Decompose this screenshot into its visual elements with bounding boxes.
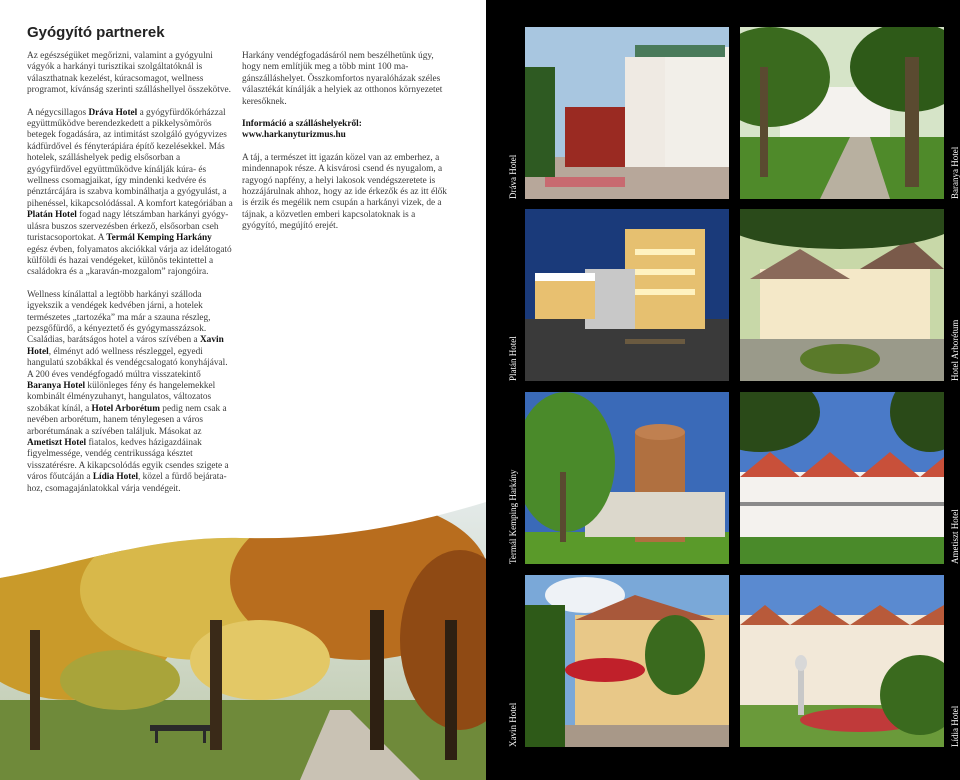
label-drava-hotel: Dráva Hotel (508, 154, 518, 199)
info-block (242, 119, 449, 142)
hotel-name-lidia: Lídia Hotel (92, 472, 139, 483)
label-lidia-hotel: Lídia Hotel (950, 705, 960, 747)
hotel-name-kemping: Termál Kemping Harkány (106, 233, 212, 244)
text-column-right (242, 51, 449, 244)
photo-termal-kemping-harkany (525, 392, 729, 564)
text: fiatalos, kedves házigazdáinak figyelmessége, vendég centrikussága késztet visszatérésre. A kikapcsolódás egyik csendes szigete a város főutcáján a (27, 438, 229, 483)
hotel-name-arboretum: Hotel Arborétum (91, 403, 160, 414)
paragraph-wellness (27, 290, 234, 495)
hotel-name-baranya: Baranya Hotel (27, 380, 86, 391)
photo-hotel-arboretum (740, 209, 944, 381)
label-platan-hotel: Platán Hotel (508, 336, 518, 381)
photo-lidia-hotel (740, 575, 944, 747)
right-page-photo-grid (486, 0, 960, 780)
paragraph-hotels (27, 108, 234, 279)
hotel-name-ametiszt: Ametiszt Hotel (27, 438, 87, 448)
text: különleges fény és hangelemekkel kombinált élményzuhanyt, hangulatos, változatos szobákat kínál, a (27, 380, 216, 414)
photo-platan-hotel (525, 209, 729, 381)
label-baranya-hotel: Baranya Hotel (950, 146, 960, 199)
hotel-name-drava: Dráva Hotel (88, 107, 138, 118)
hotel-name-xavin: Xavin Hotel (27, 335, 224, 357)
paragraph-nature: A táj, a természet itt igazán közel van az emberhez, a mindennapok része. A kisvárosi csend és nyugalom, a ragyogó napfény, a helyi lakosok vendégszeretete is hozzájárulnak ahhoz, hogy az ide érkezők és az itt élők is érzik és megélik nem csupán a harkányi vizek, de a tájnak, a közvetlen emberi kapcsolatoknak is a gyógyító, megújító erejét. (242, 152, 447, 232)
page-title: Gyógyító partnerek (27, 24, 165, 41)
label-termal-kemping-harkany: Termál Kemping Harkány (508, 469, 518, 564)
autumn-park-photo (0, 470, 486, 780)
photo-baranya-hotel (740, 27, 944, 199)
info-heading: Információ a szálláshelyekről: (242, 119, 362, 130)
label-xavin-hotel: Xavin Hotel (508, 702, 518, 747)
label-hotel-arboretum: Hotel Arborétum (950, 319, 960, 381)
photo-drava-hotel (525, 27, 729, 199)
text: fogad nagy létszámban harkányi gyógyulásra buszos szervezésben érkező, elsősorban cseh turistacsoportokat. A (27, 210, 229, 244)
text: egész évben, folyamatos akciókkal várja az idelátogató külföldi és hazai vendégeket, különös tekintettel a családokra és a „karaván-mozgalom” rajongóira. (27, 244, 232, 278)
text: , élményt adó wellness részleggel, egyedi hangulatú szobákkal és vendégcsalogató konyhájával. A 200 éves vendégfogadó múltra visszatekintő (27, 346, 228, 380)
text: a gyógyfürdőkórházzal együttműködve berendezkedett a pikkelysömörös betegek fogadására, az intimitást szolgáló gyógyvizes kádfürdővel és fényterápiára építő kezelésekkel. Más hotelek, szálláshelyek pedig elsősorban a gyógyfürdővel együttműködve kínálják kúra- és wellness csomagjaikat, így mindenki kedvére és pénztárcájára is szabva kombinálhatja a gyógyulást, a pihenéssel, kikapcsolódással. A komfort kategóriában a (27, 107, 233, 209)
paragraph-private-accommodation: Harkány vendégfogadásáról nem beszélhetünk úgy, hogy nem említjük meg a több mint 100 magánszálláshelyet. Összkomfortos nyaralóházak széles választékát kínálják a helyiek az otthonos környezetet keresőknek. (242, 51, 443, 107)
info-url[interactable]: www.harkanyturizmus.hu (242, 130, 346, 141)
text: , közel a fürdő bejáratahoz, csomagajánlatokkal várja vendégeit. (27, 472, 227, 494)
text: pedig nem csak a nevében arborétum, hanem ténylegesen a város arborétumának a szívében találjuk. Másokat az (27, 403, 227, 437)
paragraph-intro: Az egészségüket megőrizni, valamint a gyógyulni vágyók a harkányi turisztikai szolgáltatóknál is választhatnak kezelést, kúracsomagot, wellness programot, kívánság szerinti szálláshellyel összekötve. (27, 51, 231, 96)
photo-ametiszt-hotel (740, 392, 944, 564)
text: Wellness kínálattal a legtöbb harkányi szálloda igyekszik a vendégek kedvében járni, a hotelek természetes „tartozéka” ma már a szauna részleg, pezsgőfürdő, a kényeztető és gyógymasszázsok. Családias, barátságos hotel a város szívében a (27, 289, 211, 346)
text: A négycsillagos (27, 107, 89, 118)
hotel-name-platan: Platán Hotel (27, 210, 77, 221)
text-column-left (27, 51, 234, 506)
label-ametiszt-hotel: Ametiszt Hotel (950, 509, 960, 564)
photo-xavin-hotel (525, 575, 729, 747)
